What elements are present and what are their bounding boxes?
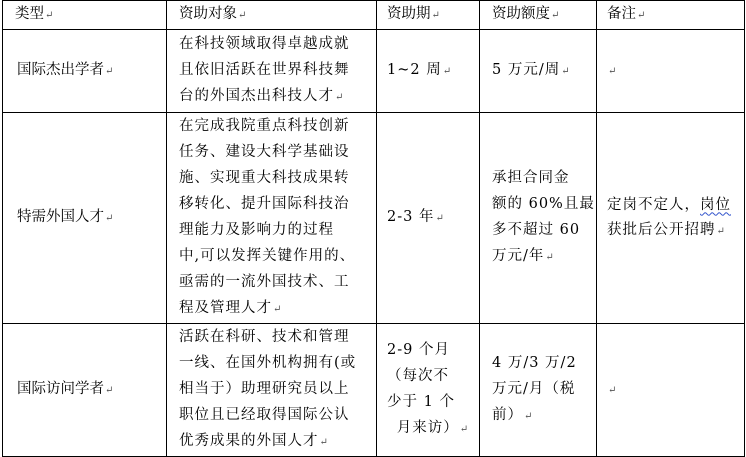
header-note: 备注↵ [597,1,745,30]
paragraph-mark: ↵ [608,385,618,396]
object-line: 台的外国杰出科技人才↵ [179,88,345,104]
period-cell [377,113,480,324]
object-line: 职位且已经取得国际公认 [179,407,350,423]
amount-line: 前）↵ [492,407,534,423]
header-type: 类型↵ [3,1,167,30]
object-line: 在完成我院重点科技创新 [179,118,350,134]
amount-line: 4 万/3 万/2 [492,355,577,371]
header-amount: 资助额度↵ [480,1,597,30]
amount-line: 万元/年↵ [492,248,555,264]
amount-line: 承担合同金 [492,170,570,186]
object-cell [167,113,377,324]
note-line: 定岗不定人，岗位 [607,196,731,213]
object-line: 移转化、提升国际科技治 [179,196,350,212]
period-line: 2-3 年↵ [387,209,445,225]
note-cell [597,113,745,324]
period-line: （每次不 [387,368,449,384]
object-line: 亟需的一流外国技术、工 [179,274,350,290]
note-line: 获批后公开招聘↵ [607,221,726,238]
object-cell [167,30,377,113]
amount-line: 多不超过 60 [492,222,581,238]
table-row [3,113,745,324]
note-cell [597,30,745,113]
object-line: 一线、在国外机构拥有(或 [179,355,357,371]
object-line: 活跃在科研、技术和管理 [179,329,350,345]
period-line: 2-9 个月 [387,342,450,358]
object-line: 理能力及影响力的过程 [179,222,334,238]
header-row [3,1,745,30]
amount-cell [480,324,597,457]
paragraph-mark: ↵ [105,66,114,77]
period-line: 少于 1 个 [387,394,455,410]
paragraph-mark: ↵ [105,385,114,396]
paragraph-mark: ↵ [551,10,560,21]
table-row [3,324,745,457]
paragraph-mark: ↵ [431,10,440,21]
period-cell [377,30,480,113]
amount-line: 万元/月（税 [492,381,576,397]
object-line: 相当于）助理研究员以上 [179,381,350,397]
object-line: 在科技领域取得卓越成就 [179,36,350,52]
type-cell: 特需外国人才↵ [3,113,167,324]
object-line: 优秀成果的外国人才↵ [179,433,329,449]
object-line: 任务、建设大科学基础设 [179,144,350,160]
type-cell: 国际杰出学者↵ [3,30,167,113]
funding-table [2,0,745,457]
object-cell [167,324,377,457]
amount-line: 5 万元/周↵ [492,62,571,78]
paragraph-mark: ↵ [637,10,646,21]
note-cell [597,324,745,457]
object-line: 施、实现重大科技成果转 [179,170,350,186]
table-row [3,30,745,113]
period-cell [377,324,480,457]
paragraph-mark: ↵ [45,10,54,21]
amount-cell [480,113,597,324]
object-line: 程及管理人才↵ [179,300,283,316]
paragraph-mark: ↵ [238,10,247,21]
type-cell: 国际访问学者↵ [3,324,167,457]
amount-line: 额的 60%且最 [492,196,595,212]
amount-cell [480,30,597,113]
object-line: 中,可以发挥关键作用的、 [179,248,356,264]
period-line: 1~2 周↵ [387,62,453,78]
header-period: 资助期↵ [377,1,480,30]
paragraph-mark: ↵ [608,66,618,77]
object-line: 且依旧活跃在世界科技舞 [179,62,350,78]
header-object: 资助对象↵ [167,1,377,30]
paragraph-mark: ↵ [105,213,114,224]
period-line: 月来访）↵ [396,420,470,436]
